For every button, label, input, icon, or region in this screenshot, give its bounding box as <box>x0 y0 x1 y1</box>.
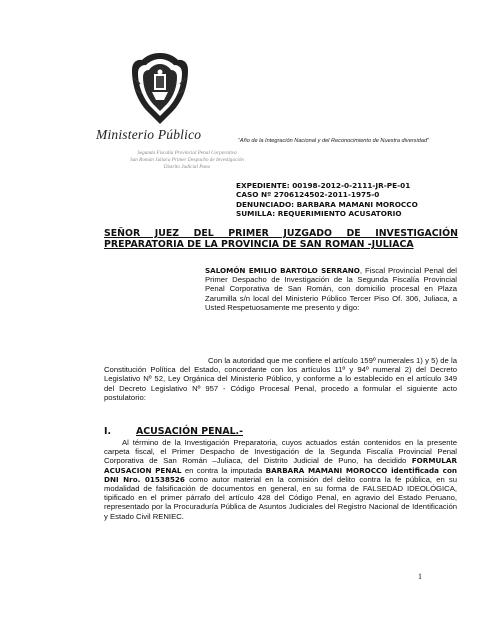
ministry-seal-logo <box>128 50 192 126</box>
ministry-name: Ministerio Público <box>96 127 202 142</box>
office-block <box>112 150 262 170</box>
office-line: San Román Juliaca Primer Despacho de Investigación <box>130 156 244 163</box>
addressee-heading: SEÑOR JUEZ DEL PRIMER JUZGADO DE INVESTIGACIÓN PREPARATORIA DE LA PROVINCIA DE SAN ROMAN -JULIACA <box>104 228 458 251</box>
accusation-paragraph <box>104 438 457 521</box>
section-number: I. <box>104 426 112 437</box>
office-line: Distrito Judicial Puno <box>163 163 211 170</box>
defendant-bold: BARBARA MAMANI MOROCCO identificada con DNI Nro. 01538526 <box>104 465 457 484</box>
expediente-line: EXPEDIENTE: 00198-2012-0-2111-JR-PE-01 <box>236 181 411 190</box>
page-number: 1 <box>418 572 422 581</box>
intro-text: , Fiscal Provincial Penal del Primer Despacho de Investigación de la Segunda Fiscalía Provincial Penal Corporativa de San Román, con domicilio procesal en Plaza Zarumilla s/n local del Ministerio Público Tercer Piso Of. 306, Juliaca, a Usted Respetuosamente me presento y digo: <box>205 266 458 312</box>
denunciado-line: DENUNCIADO: BARBARA MAMANI MOROCCO <box>236 199 418 209</box>
authority-paragraph: Con la autoridad que me confiere el artículo 159º numerales 1) y 5) de la Constitución Política del Estado, concordante con los artículos 11º y 94º numeral 2) del Decreto Legislativo Nº 52, Ley Orgánica del Ministerio Público, y conforme a lo establecido en el artículo 349 del Decreto Legislativo Nº 957 - Código Procesal Penal, procedo a formular el siguiente acto postulatorio: <box>104 356 457 402</box>
prosecutor-name: SALOMÓN EMILIO BARTOLO SERRANO <box>205 266 360 275</box>
intro-paragraph <box>205 266 457 312</box>
caso-line: CASO Nº 2706124502-2011-1975-0 <box>236 190 380 200</box>
case-info-block <box>236 181 418 219</box>
section-title: ACUSACIÓN PENAL.- <box>136 426 244 437</box>
accusation-text: Al término de la Investigación Preparatoria, cuyos actuados están contenidos en la presente carpeta fiscal, el Primer Despacho de Investigación de la Segunda Fiscalía Provincial Penal Corporativa de San Román –Juliaca, del Distrito Judicial de Puno, ha decidido <box>104 438 457 466</box>
section-heading <box>104 426 243 437</box>
accusation-text: como autor material en la comisión del delito contra la fe pública, en su modalidad de falsificación de documentos en general, en su forma de FALSEDAD IDEOLÓGICA, tipificado en el primer párrafo del artículo 428 del Código Penal, en agravio del Estado Peruano, representado por la Procuraduría Pública de Asuntos Judiciales del Registro Nacional de Identificación y Estado Civil RENIEC. <box>104 474 457 521</box>
accusation-text: en contra la imputada <box>181 465 266 475</box>
accusation-bold: FORMULAR ACUSACION PENAL <box>104 456 457 475</box>
office-line: Segunda Fiscalía Provincial Penal Corporativa <box>137 150 237 156</box>
year-motto: “Año de la Integración Nacional y del Reconocimiento de Nuestra diversidad” <box>238 138 429 144</box>
sumilla-line: SUMILLA: REQUERIMIENTO ACUSATORIO <box>236 209 402 219</box>
